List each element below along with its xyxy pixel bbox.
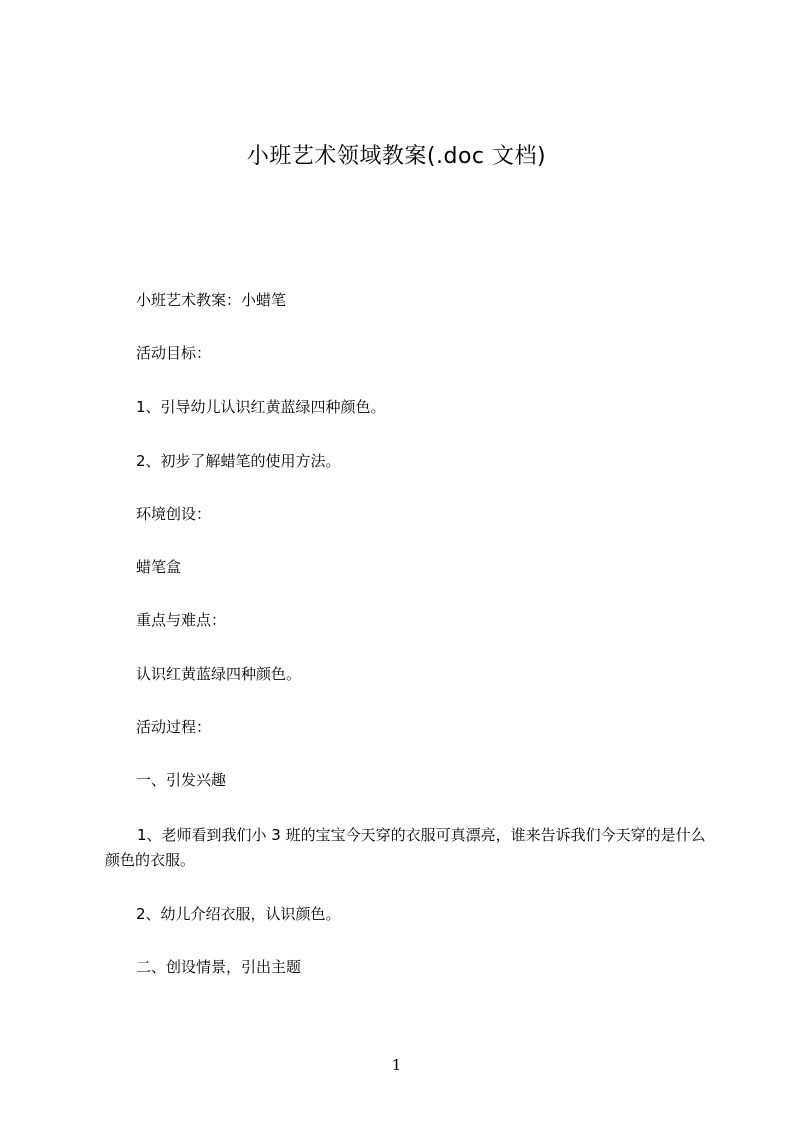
paragraph-process-heading: 活动过程： [136, 718, 212, 736]
paragraph-goal-1: 1、引导幼儿认识红黄蓝绿四种颜色。 [136, 398, 386, 416]
paragraph-goals-heading: 活动目标： [136, 344, 212, 362]
paragraph-key-points-heading: 重点与难点： [136, 611, 227, 629]
paragraph-environment-item: 蜡笔盒 [136, 558, 182, 576]
paragraph-key-points: 认识红黄蓝绿四种颜色。 [136, 665, 302, 683]
page-number: 1 [391, 1056, 402, 1074]
paragraph-lesson-name: 小班艺术教案：小蜡笔 [136, 291, 287, 309]
paragraph-section-1: 一、引发兴趣 [136, 771, 227, 789]
paragraph-environment-heading: 环境创设： [136, 505, 212, 523]
paragraph-step-1: 1、老师看到我们小 3 班的宝宝今天穿的衣服可真漂亮，谁来告诉我们今天穿的是什么颜色的衣服。 [105, 826, 706, 869]
paragraph-section-2: 二、创设情景，引出主题 [136, 958, 302, 976]
paragraph-goal-2: 2、初步了解蜡笔的使用方法。 [136, 452, 341, 470]
document-title: 小班艺术领域教案(.doc 文档) [246, 144, 547, 169]
paragraph-step-2: 2、幼儿介绍衣服，认识颜色。 [136, 905, 341, 923]
